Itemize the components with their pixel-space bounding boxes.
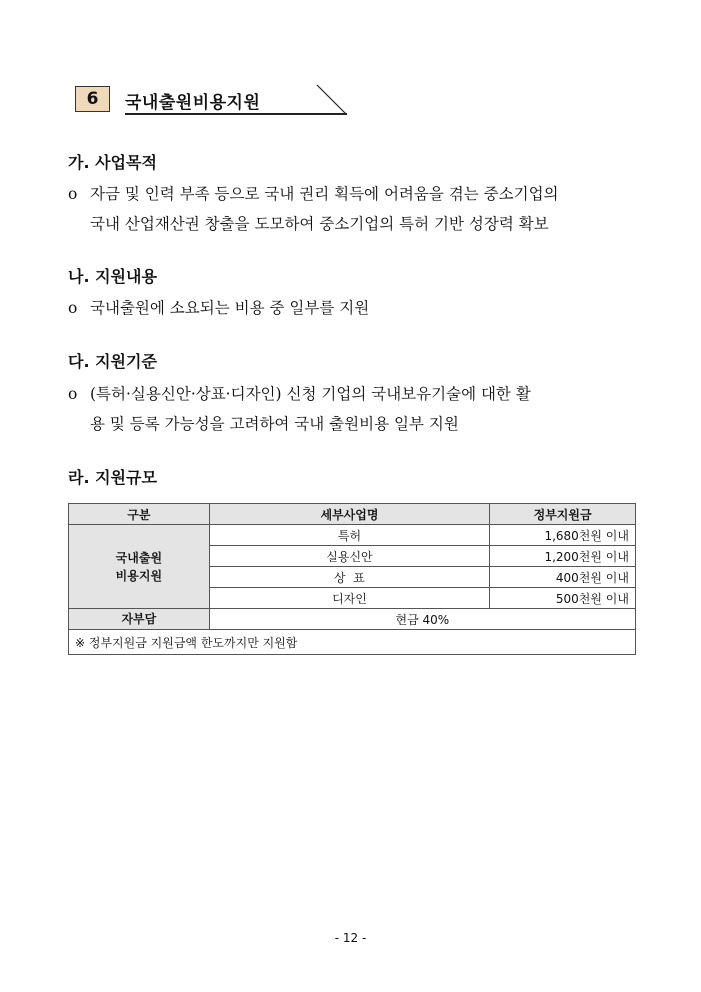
section-header — [75, 84, 347, 116]
paragraph-line: 자금 및 인력 부족 등으로 국내 권리 획득에 어려움을 겪는 중소기업의 — [90, 185, 559, 203]
paragraph-line: 국내출원에 소요되는 비용 중 일부를 지원 — [90, 299, 370, 317]
group-label-cell — [69, 525, 210, 609]
amount-cell: 1,200천원 이내 — [490, 546, 636, 567]
program-name-cell: 상 표 — [209, 567, 489, 588]
heading-content: 나. 지원내용 — [68, 267, 157, 286]
amount-cell: 400천원 이내 — [490, 567, 636, 588]
section-number-badge: 6 — [75, 86, 110, 112]
table-header-row — [69, 504, 636, 525]
bullet-marker: o — [68, 185, 78, 203]
bullet-marker: o — [68, 299, 78, 317]
group-label-line: 국내출원 — [115, 550, 163, 565]
group-label-line: 비용지원 — [115, 568, 163, 583]
table-note-cell: ※ 정부지원금 지원금액 한도까지만 지원함 — [69, 630, 636, 655]
paragraph-line: (특허·실용신안·상표·디자인) 신청 기업의 국내보유기술에 대한 활 — [90, 385, 531, 403]
title-underline — [125, 113, 347, 115]
paragraph-criteria — [68, 379, 638, 439]
table-header-cell: 세부사업명 — [209, 504, 489, 525]
section-title: 국내출원비용지원 — [125, 93, 261, 113]
paragraph-line: 용 및 등록 가능성을 고려하여 국내 출원비용 일부 지원 — [90, 415, 459, 433]
paragraph-content — [68, 293, 638, 323]
amount-cell: 500천원 이내 — [490, 588, 636, 609]
heading-scale: 라. 지원규모 — [68, 468, 157, 487]
amount-cell: 1,680천원 이내 — [490, 525, 636, 546]
program-name-cell: 실용신안 — [209, 546, 489, 567]
self-burden-value-cell: 현금 40% — [209, 609, 635, 630]
heading-purpose: 가. 사업목적 — [68, 153, 157, 172]
page-number: - 12 - — [334, 931, 367, 945]
table-header-cell: 구분 — [69, 504, 210, 525]
table-row — [69, 525, 636, 546]
support-scale-table — [68, 503, 636, 655]
bullet-marker: o — [68, 385, 78, 403]
program-name-cell: 특허 — [209, 525, 489, 546]
paragraph-line: 국내 산업재산권 창출을 도모하여 중소기업의 특허 기반 성장력 확보 — [90, 215, 549, 233]
heading-criteria: 다. 지원기준 — [68, 352, 157, 371]
title-decoration-diagonal — [315, 84, 347, 116]
program-name-cell: 디자인 — [209, 588, 489, 609]
table-header-cell: 정부지원금 — [490, 504, 636, 525]
self-burden-label-cell: 자부담 — [69, 609, 210, 630]
table-row — [69, 609, 636, 630]
table-note-row — [69, 630, 636, 655]
paragraph-purpose — [68, 179, 638, 239]
